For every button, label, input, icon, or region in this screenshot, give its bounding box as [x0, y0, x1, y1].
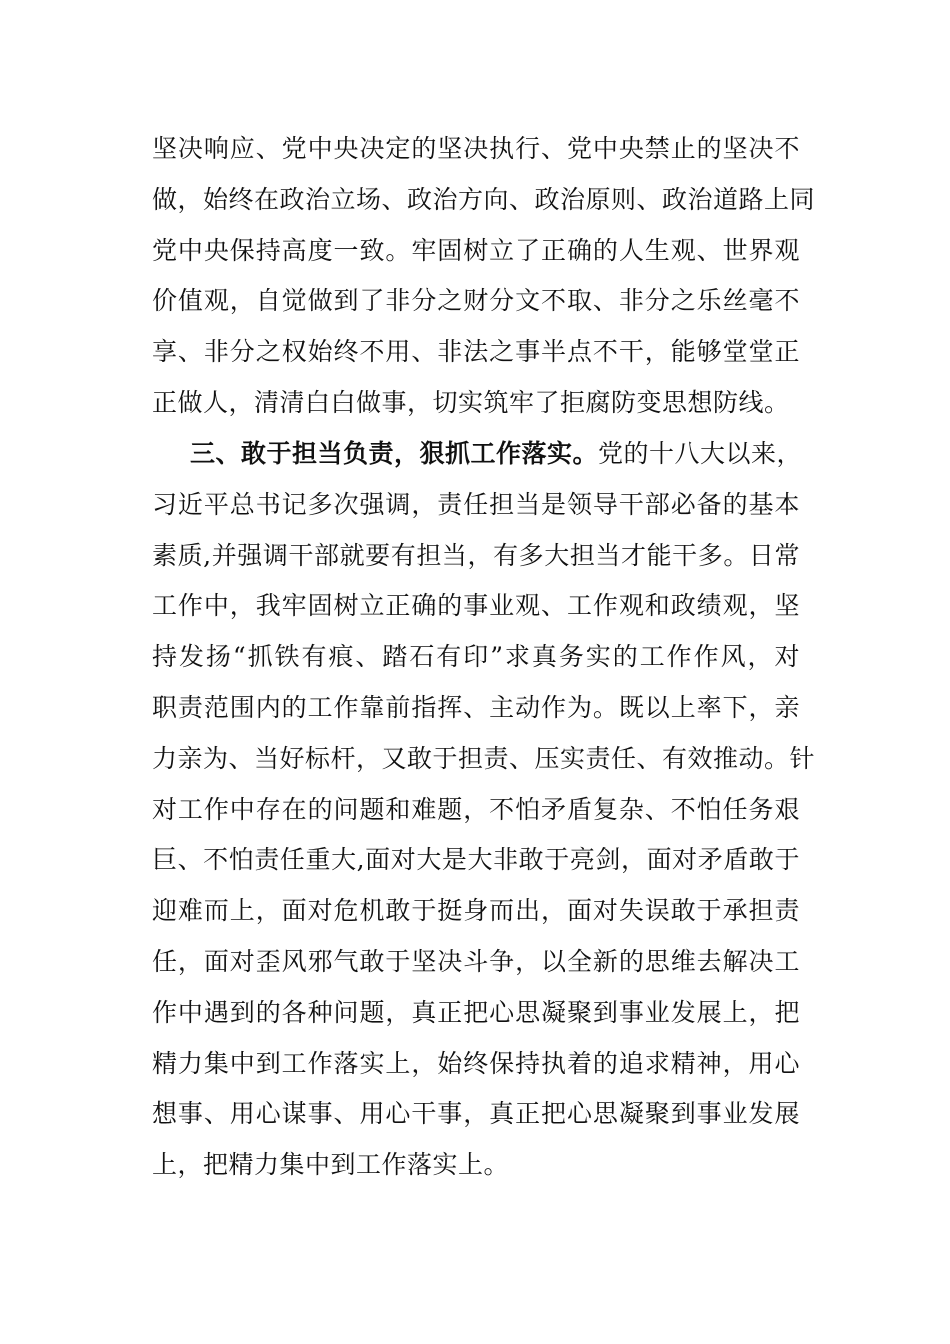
text-line: 工作中，我牢固树立正确的事业观、工作观和政绩观，坚 [152, 591, 800, 621]
paragraph-responsibility [152, 429, 816, 1191]
text-line: 素质,并强调干部就要有担当，有多大担当才能干多。日常 [152, 540, 800, 570]
text-line: 习近平总书记多次强调，责任担当是领导干部必备的基本 [152, 489, 800, 519]
text-line: 上，把精力集中到工作落实上。 [152, 1150, 510, 1180]
text-line: 做，始终在政治立场、政治方向、政治原则、政治道路上同 [152, 184, 816, 214]
text-line: 力亲为、当好标杆，又敢于担责、压实责任、有效推动。针 [152, 743, 816, 773]
paragraph-political-stance [152, 124, 816, 429]
text-line: 价值观，自觉做到了非分之财分文不取、非分之乐丝毫不 [152, 286, 800, 316]
text-line: 坚决响应、党中央决定的坚决执行、党中央禁止的坚决不 [152, 134, 800, 163]
text-line: 任，面对歪风邪气敢于坚决斗争，以全新的思维去解决工 [152, 946, 800, 976]
text-line: 享、非分之权始终不用、非法之事半点不干，能够堂堂正 [152, 337, 800, 367]
text-line: 精力集中到工作落实上，始终保持执着的追求精神，用心 [152, 1048, 800, 1078]
text-line: 迎难而上，面对危机敢于挺身而出，面对失误敢于承担责 [152, 896, 800, 926]
text-line: 持发扬“抓铁有痕、踏石有印”求真务实的工作作风，对 [152, 642, 800, 672]
text-line: 巨、不怕责任重大,面对大是大非敢于亮剑，面对矛盾敢于 [152, 845, 800, 875]
paragraph-first-line [152, 429, 803, 480]
text-line: 正做人，清清白白做事，切实筑牢了拒腐防变思想防线。 [152, 387, 790, 417]
text-line: 党中央保持高度一致。牢固树立了正确的人生观、世界观 [152, 235, 800, 265]
text-line: 想事、用心谋事、用心干事，真正把心思凝聚到事业发展 [152, 1099, 800, 1129]
text-line: 职责范围内的工作靠前指挥、主动作为。既以上率下，亲 [152, 692, 800, 722]
section-heading: 三、敢于担当负责，狠抓工作落实。 [190, 439, 599, 468]
text-line: 作中遇到的各种问题，真正把心思凝聚到事业发展上，把 [152, 997, 800, 1027]
text-line: 对工作中存在的问题和难题，不怕矛盾复杂、不怕任务艰 [152, 794, 800, 824]
heading-continuation: 党的十八大以来， [598, 439, 803, 468]
